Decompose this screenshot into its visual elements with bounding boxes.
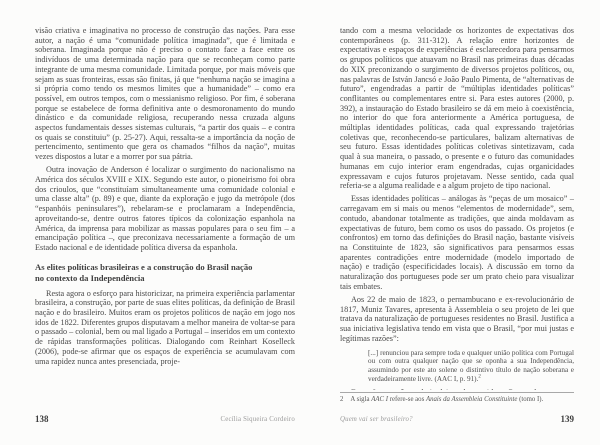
section-heading-line1: As elites políticas brasileiras e a construção do Brasil nação <box>35 261 253 272</box>
footnote-text-italic-title: Anais da Assembleia Constituinte <box>425 395 518 403</box>
footnote-text-post: (tomo I). <box>517 395 544 403</box>
block-quote-text: [...] renunciou para sempre toda e qualquer união política com Portugal ou com outra qualquer nação que se oponha a sua Independência, assumindo por este ato solene o distintivo título de nação soberana e verdadeiramente livre. (AAC I, p. 91). <box>368 348 574 384</box>
running-footer-author: Cecília Siqueira Cordeiro <box>220 416 295 423</box>
page-right-footer <box>340 414 574 426</box>
footnote <box>340 392 574 404</box>
page-right-text-block <box>340 26 574 390</box>
footnote-reference: 2 <box>478 374 481 380</box>
page-number-right: 139 <box>560 414 574 424</box>
page-left-footer <box>35 414 295 426</box>
paragraph: Resta agora o esforço para historicizar, na primeira experiência parlamentar brasileira, a construção, por parte de suas elites políticas, da definição de Brasil nação e do brasileiro. Muitos eram os projetos políticos de nação em jogo nos idos de 1822. Diferentes grupos disputavam a melhor maneira de voltar-se para o passado – colonial, bem ou mal ligado a Portugal – inseridos em um contexto de rápidas transformações políticas. Dialogando com Reinhart Koselleck (2006), pode-se afirmar que os espaços de experiência se acumulavam com uma rapidez nunca antes presenciada, proje- <box>35 288 295 366</box>
paragraph: Essas identidades políticas – análogas às “peças de um mosaico” – carregavam em si mais ou menos “elementos de modernidade”, sem, contudo, abandonar totalmente as tradições, que ainda moldavam as expectativas de futuro, bem como os usos do passado. Os projetos (e confrontos) em torno das definições do Brasil nação, bastante visíveis na Constituinte de 1823, são significativos para pensarmos essas aparentes contradições entre modernidade (modelo importado de nação) e tradição (especificidades locais). A discussão em torno da naturalização dos portugueses pode ser um prato cheio para visualizar tais embates. <box>340 194 574 291</box>
page-number-left: 138 <box>35 414 49 424</box>
paragraph: Outra inovação de Anderson é localizar o surgimento do nacionalismo na América dos séculos XVIII e XIX. Segundo este autor, o pioneirismo foi obra dos crioulos, que “constituíam simultaneamente uma comunidade colonial e uma classe alta” (p. 89) e que, diante da exploração e jugo da metrópole (dos “espanhóis peninsulares”), rebelaram-se e proclamaram a Independência, aproveitando-se, dentre outros fatores típicos da colonização espanhola na América, da imprensa para mobilizar as massas populares para o seu fim – a emancipação política –, que preconizava necessariamente a formação de um Estado nacional e de identidade política diversa da espanhola. <box>35 165 295 252</box>
paragraph: visão criativa e imaginativa no processo de construção das nações. Para esse autor, a nação é uma “comunidade política imaginada”, que é limitada e soberana. Imaginada porque não é preciso o contato face a face entre os indivíduos de uma determinada nação para que se reconheçam como parte integrante de uma mesma comunidade. Limitada porque, por mais móveis que sejam as suas fronteiras, essas são finitas, já que “nenhuma nação se imagina a si própria como tendo os mesmos limites que a humanidade” – como era possível, em outros tempos, com o messianismo religioso. Por fim, é soberana porque se estabelece de forma definitiva ante o desmoronamento do mundo dinástico e da comunidade religiosa, recuperando nessa cruzada alguns aspectos fundamentais desses sistemas culturais, “a partir dos quais – e contra os quais se constituiu” (p. 25-27). Aqui, ressalta-se a importância da noção de pertencimento, sentimento que gera os chamados “filhos da nação”, muitas vezes dispostos a lutar e a morrer por sua pátria. <box>35 26 295 162</box>
block-quote <box>368 349 574 385</box>
page-left-text-block <box>35 26 295 412</box>
paragraph: Aos 22 de maio de 1823, o pernambucano e ex-revolucionário de 1817, Muniz Tavares, apresenta à Assembleia o seu projeto de lei que tratava da naturalização de portugueses residentes no Brasil. Justifica a sua iniciativa legislativa tendo em vista que o Brasil, “por mui justas e legítimas razões”: <box>340 294 574 343</box>
footnote-text-mid: refere-se aos <box>388 395 426 403</box>
section-heading-line2: no contexto da Independência <box>35 272 145 283</box>
section-heading <box>35 262 295 284</box>
footnote-text-pre: A sigla <box>350 395 372 403</box>
paragraph: tando com a mesma velocidade os horizontes de expectativas dos contemporâneos (p. 311-312). A relação entre horizontes de expectativas e espaços de experiências é esclarecedora para pensarmos os grupos políticos que atuavam no Brasil nas primeiras duas décadas do XIX preconizando o surgimento de diversos projetos políticos, ou, nas palavras de István Jancsó e João Paulo Pimenta, de “alternativas de futuro”, engendradas a partir de “múltiplas identidades políticas” conflitantes ou complementares entre si. Para estes autores (2000, p. 392), a instauração do Estado brasileiro se dá em meio à coexistência, no interior do que fora anteriormente a América portuguesa, de múltiplas identidades políticas, cada qual expressando trajetórias coletivas que, reconhecendo-se particulares, balizam alternativas de seu futuro. Essas identidades políticas coletivas sintetizavam, cada qual à sua maneira, o passado, o presente e o futuro das comunidades humanas em cujo interior eram engendradas, cujas organicidades expressavam e cujos futuros projetavam. Nesse sentido, cada qual referia-se a alguma realidade e a algum projeto de tipo nacional. <box>340 26 574 191</box>
footnote-number: 2 <box>340 395 344 403</box>
footnote-text-italic-sigla: AAC I <box>371 395 388 403</box>
running-footer-title: Quem vai ser brasileiro? <box>340 416 413 423</box>
paragraph <box>340 388 574 390</box>
